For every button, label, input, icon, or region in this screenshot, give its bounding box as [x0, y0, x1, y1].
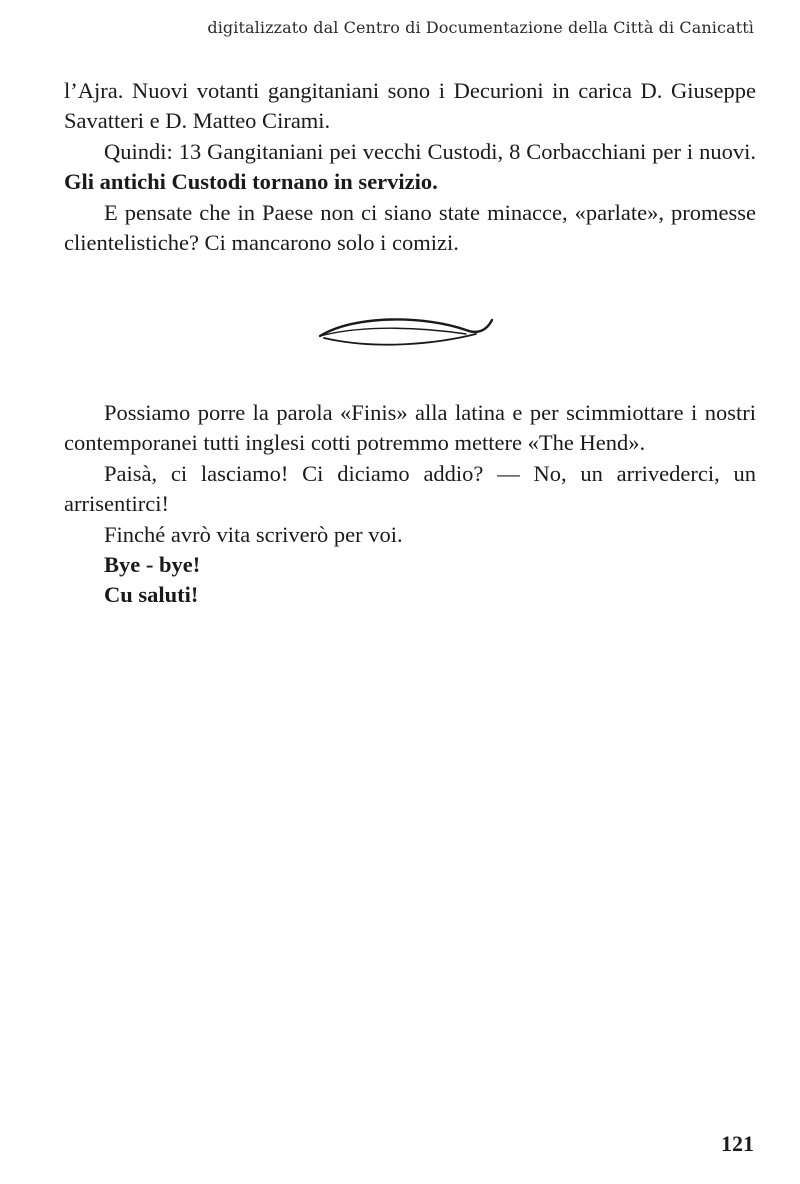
paragraph-finis: Possiamo porre la parola «Finis» alla latina e per scimmiottare i nostri contemporanei tutti inglesi cotti potremmo mettere «The Hend».	[64, 400, 756, 456]
paragraph-threats: E pensate che in Paese non ci siano state minacce, «parlate», promesse clientelistiche? Ci mancarono solo i comizi.	[64, 199, 756, 256]
closing-bye: Bye - bye!	[104, 552, 201, 578]
top-text-block	[64, 76, 756, 258]
digitization-watermark: digitalizzato dal Centro di Documentazione della Città di Canicattì	[207, 18, 754, 37]
paragraph-vote-count	[64, 137, 756, 198]
vote-count-bold-text: Gli antichi Custodi tornano in servizio.	[64, 169, 438, 195]
closing-saluti: Cu saluti!	[104, 582, 199, 608]
vote-count-text: Quindi: 13 Gangitaniani pei vecchi Custodi, 8 Corbacchiani per i nuovi.	[104, 138, 756, 164]
paragraph-farewell: Paisà, ci lasciamo! Ci diciamo addio? — No, un arrivederci, un arrisentirci!	[64, 460, 756, 517]
decorative-swash-icon	[316, 310, 496, 354]
paragraph-continuation: l’Ajra. Nuovi votanti gangitaniani sono i Decurioni in carica D. Giuseppe Savatteri e D. Matteo Cirami.	[64, 78, 756, 134]
paragraph-promise: Finché avrò vita scriverò per voi.	[104, 521, 403, 547]
bottom-text-block	[64, 398, 756, 611]
page-number: 121	[721, 1131, 754, 1156]
